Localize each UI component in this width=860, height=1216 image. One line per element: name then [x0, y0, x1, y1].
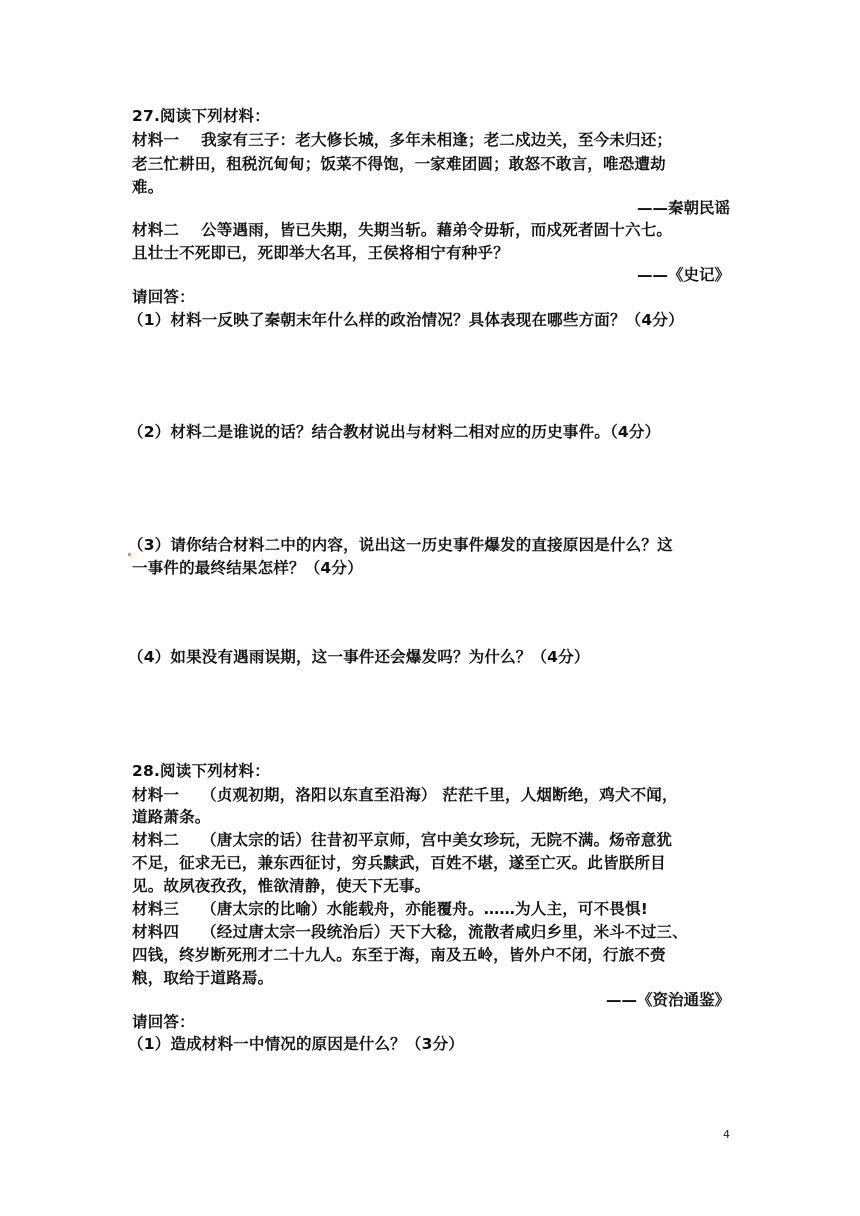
q28-material-2-line-3: 见。故夙夜孜孜，惟欲清静，使天下无事。 [132, 877, 431, 895]
q27-material-1-line-2: 老三忙耕田，租税沉甸甸；饭菜不得饱，一家难团圆；敢怒不敢言，唯恐遭劫 [132, 155, 666, 173]
q27-material-2-source: ——《史记》 [636, 266, 730, 284]
q28-material-1-line-1 [132, 784, 678, 806]
q28-material-1-text: （贞观初期，洛阳以东直至沿海） 茫茫千里，人烟断绝，鸡犬不闻， [201, 786, 678, 804]
q28-material-4-line-2: 四钱，终岁断死刑才二十九人。东至于海，南及五岭，皆外户不闭，行旅不赍 [132, 946, 666, 964]
q27-material-1-label: 材料一 [132, 131, 180, 149]
q28-material-4-line-1 [132, 921, 688, 943]
q28-material-1-label: 材料一 [132, 786, 180, 804]
q28-material-2-label: 材料二 [132, 831, 180, 849]
q27-question-1: （1）材料一反映了秦朝末年什么样的政治情况？具体表现在哪些方面？（4分） [128, 311, 684, 329]
q28-material-2-line-1 [132, 829, 672, 851]
q28-answer-prompt: 请回答： [132, 1013, 195, 1031]
q28-material-3-line-1 [132, 898, 648, 920]
q27-question-2: （2）材料二是谁说的话？结合教材说出与材料二相对应的历史事件。（4分） [128, 423, 661, 441]
q27-material-1-line-3: 难。 [132, 178, 164, 196]
q28-material-4-line-3: 粮，取给于道路焉。 [132, 969, 274, 987]
q28-material-2-line-2: 不足，征求无已，兼东西征讨，穷兵黩武，百姓不堪，遂至亡灭。此皆朕所目 [132, 854, 666, 872]
q28-material-2-text: （唐太宗的话）往昔初平京师，宫中美女珍玩，无院不满。炀帝意犹 [201, 831, 673, 849]
q27-header: 27.阅读下列材料： [132, 107, 270, 125]
q27-question-3-line-1: （3）请你结合材料二中的内容，说出这一历史事件爆发的直接原因是什么？这 [128, 536, 673, 554]
q28-material-3-text: （唐太宗的比喻）水能载舟，亦能覆舟。……为人主，可不畏惧! [201, 900, 648, 918]
q27-answer-prompt: 请回答： [132, 288, 195, 306]
q27-material-2-line-2: 且壮士不死即已，死即举大名耳，王侯将相宁有种乎？ [132, 244, 509, 262]
q27-material-2-line-1 [132, 219, 672, 241]
q27-question-3-line-2: 一事件的最终结果怎样？（4分） [132, 559, 363, 577]
q27-question-4: （4）如果没有遇雨误期，这一事件还会爆发吗？为什么？（4分） [128, 648, 590, 666]
q28-material-1-line-2: 道路萧条。 [132, 808, 211, 826]
q28-source: ——《资治通鉴》 [605, 991, 730, 1009]
q27-material-2-text: 公等遇雨，皆已失期，失期当斩。藉弟令毋斩，而戍死者固十六七。 [201, 221, 673, 239]
q28-material-3-label: 材料三 [132, 900, 180, 918]
q27-material-1-line-1 [132, 129, 672, 151]
q28-question-1: （1）造成材料一中情况的原因是什么？（3分） [128, 1035, 464, 1053]
q28-material-4-text: （经过唐太宗一段统治后）天下大稔，流散者咸归乡里，米斗不过三、 [201, 923, 688, 941]
q27-material-1-source: ——秦朝民谣 [636, 199, 730, 217]
q28-header: 28.阅读下列材料： [132, 762, 270, 780]
q27-material-2-label: 材料二 [132, 221, 180, 239]
q28-material-4-label: 材料四 [132, 923, 180, 941]
page-number: 4 [723, 1128, 730, 1141]
q27-material-1-text: 我家有三子：老大修长城，多年未相逢；老二戍边关，至今未归还； [201, 131, 673, 149]
